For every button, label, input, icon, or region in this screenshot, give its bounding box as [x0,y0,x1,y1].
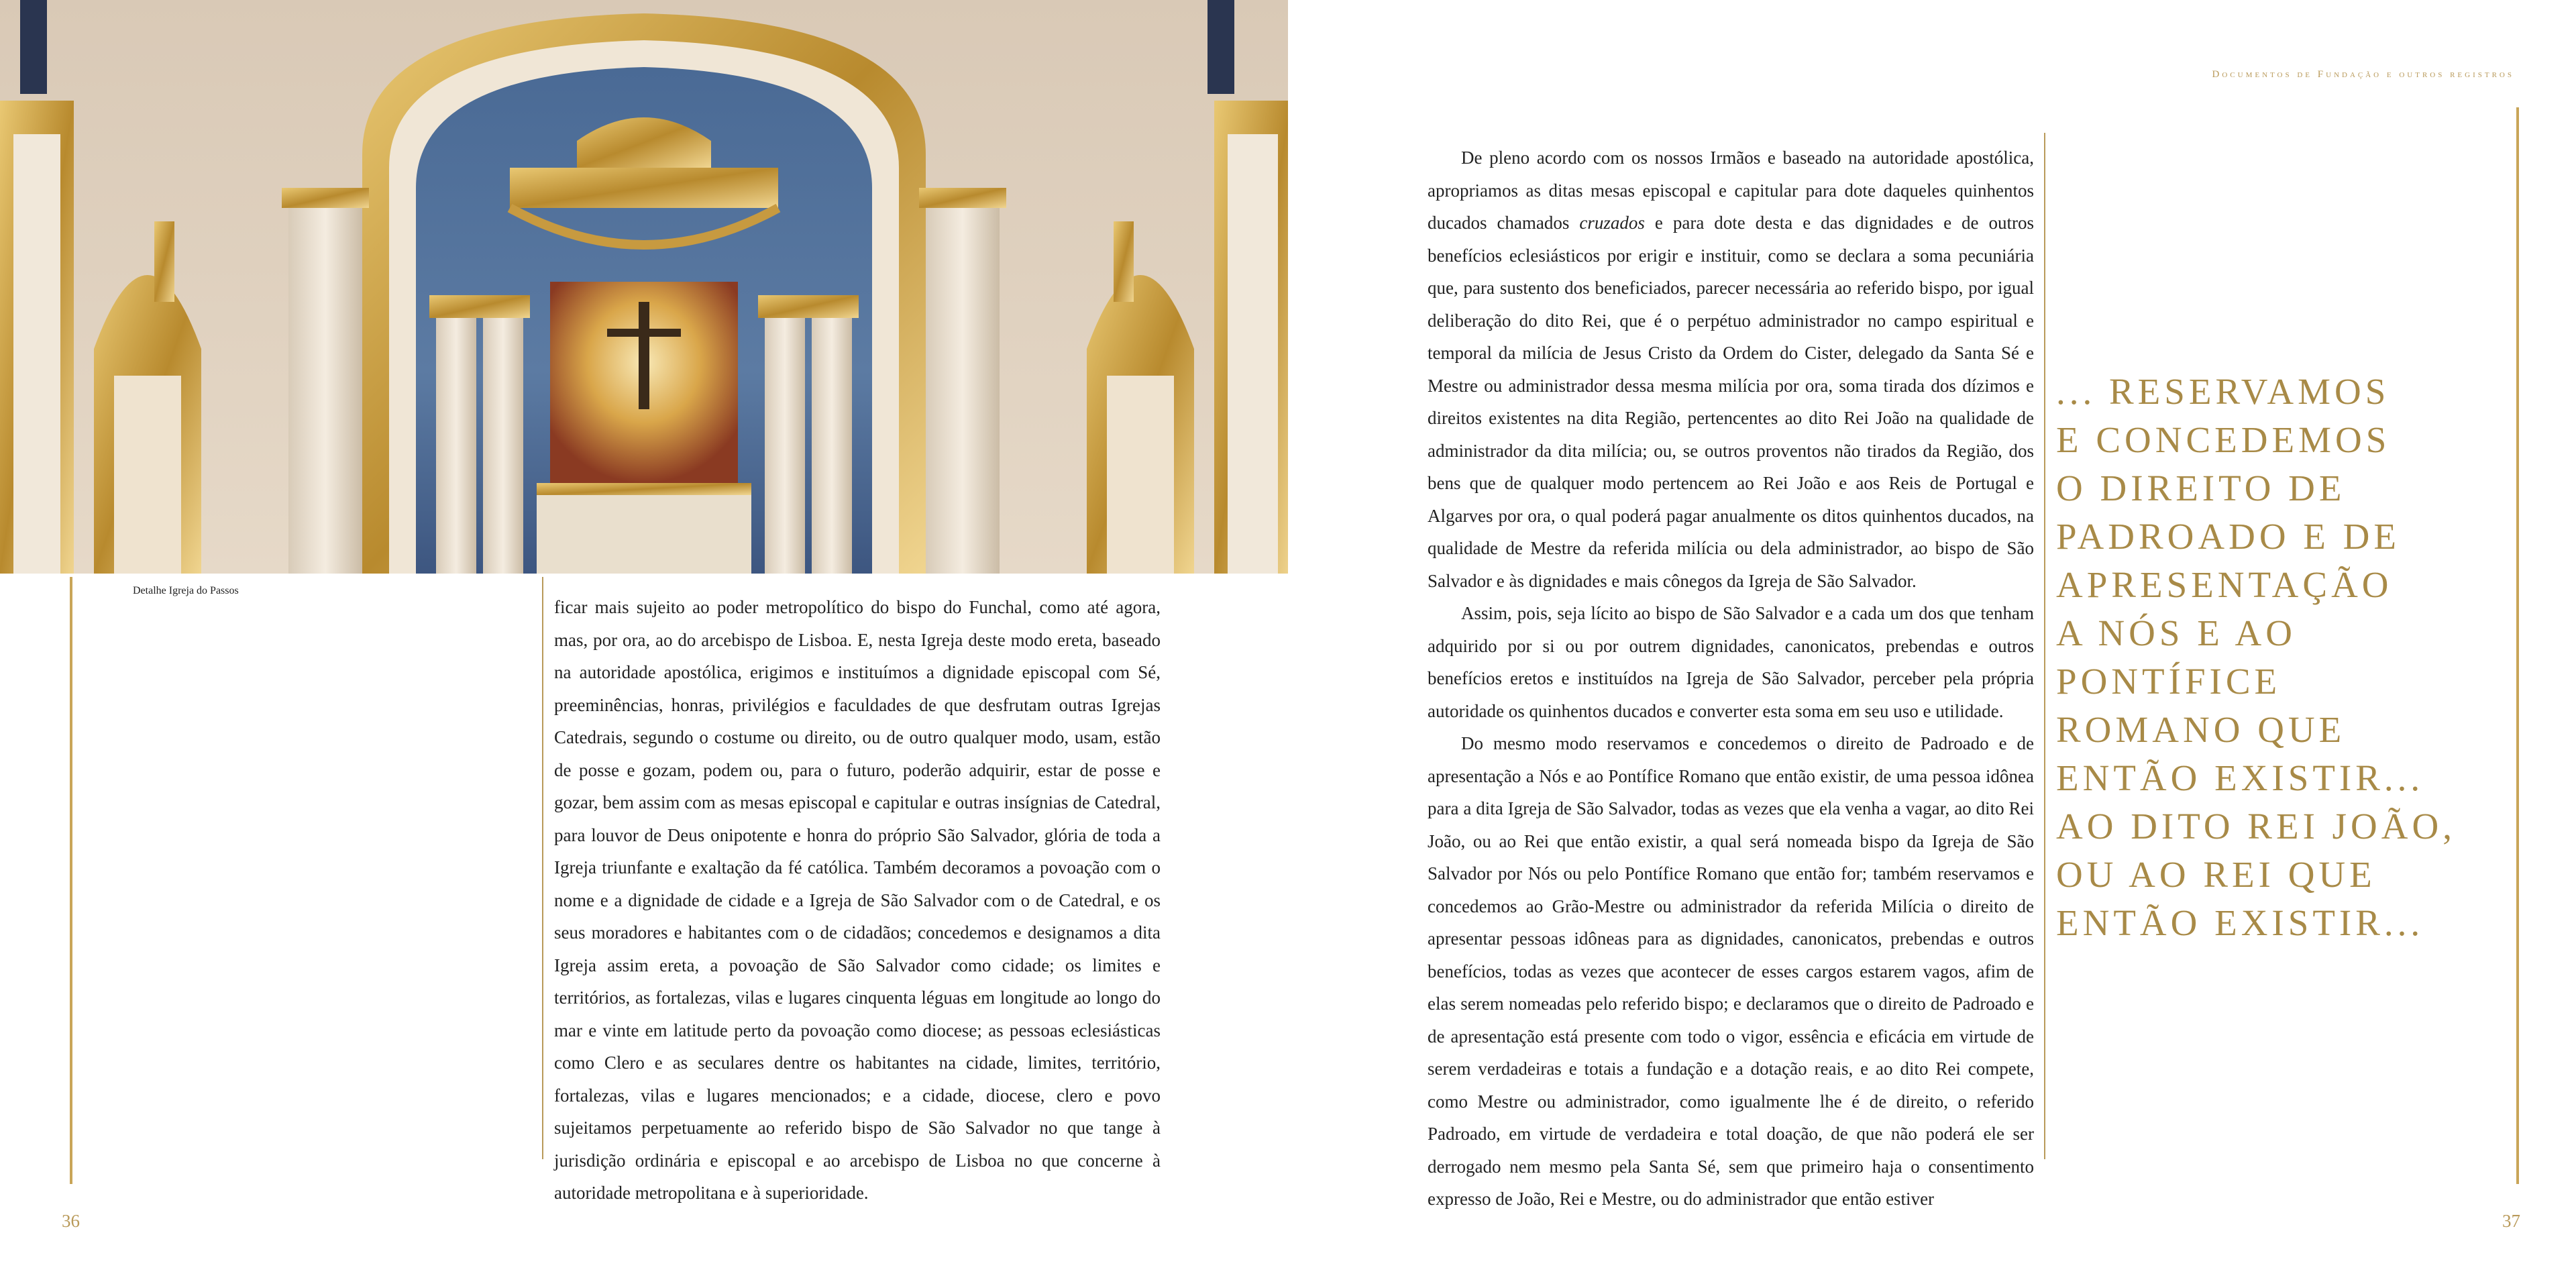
photo-caption: Detalhe Igreja do Passos [133,585,239,596]
left-body-text [554,591,1161,1210]
pull-quote-line: AO DITO REI JOÃO, [2056,806,2456,847]
italic-term: cruzados [1579,213,1645,233]
paragraph: Do mesmo modo reservamos e concedemos o direito de Padroado e de apresentação a Nós e ao Pontífice Romano que então existir, de uma pessoa idônea para a dita Igreja de São Salvador, todas as vezes que ela venha a vagar, ao dito Rei João, ou ao Rei que então existir, a qual será nomeada bispo da Igreja de São Salvador por Nós ou pelo Pontífice Romano que então for; também reservamos e concedemos ao Grão-Mestre ou administrador da referida Milícia o direito de apresentar pessoas idôneas para as dignidades, canonicatos, prebendas e outros benefícios, todas as vezes que acontecer de esses cargos estarem vagos, afim de elas serem nomeadas pelo referido bispo; e declaramos que o direito de Padroado e de apresentação está presente com todo o vigor, essência e eficácia em virtude de serem verdadeiras e totais a fundação e a dotação reais, e ao dito Rei compete, como Mestre ou administrador, como igualmente lhe é de direito, o referido Padroado, em virtude de verdadeira e total doação, de que não poderá ele ser derrogado nem mesmo pela Santa Sé, sem que primeiro haja o consentimento expresso de João, Rei e Mestre, ou do administrador que então estiver [1428,733,2034,1209]
pull-quote-line: PONTÍFICE [2056,661,2282,702]
left-column-rule [542,577,543,1159]
paragraph-text: e para dote desta e das dignidades e de outros benefícios eclesiásticos por erigir e instituir, como se declara a soma pecuniária que, para sustento dos beneficiados, parecer necessária ao referido bispo, por igual deliberação do dito Rei, que é o perpétuo administrador no campo espiritual e temporal da milícia de Jesus Cristo da Ordem do Cister, delegado da Santa Sé e Mestre ou administrador dessa mesma milícia por ora, soma tirada dos dízimos e direitos existentes na dita Região, pertencentes ao dito Rei João na qualidade de administrador da dita milícia; ou, se outros proventos não tirados da Região, dos bens que de qualquer modo pertencem ao Rei João e aos Reis de Portugal e Algarves por ora, o qual poderá pagar anualmente os ditos quinhentos ducados, na qualidade de Mestre da referida milícia ou dela administrador, ao bispo de São Salvador e às dignidades e mais cônegos da Igreja de São Salvador. [1428,213,2034,591]
right-column-rule [2044,133,2045,1159]
pull-quote-line: ENTÃO EXISTIR... [2056,902,2424,943]
pull-quote-line: E CONCEDEMOS [2056,419,2391,460]
paragraph: Assim, pois, seja lícito ao bispo de São Salvador e a cada um dos que tenham adquirido por si ou por outrem dignidades, canonicatos, prebendas e outros benefícios eretos e instituídos na Igreja de São Salvador, perceber pela própria autoridade os quinhentos ducados e converter esta soma em seu uso e utilidade. [1428,603,2034,721]
pull-quote-line: OU AO REI QUE [2056,854,2376,895]
page-number-right: 37 [2502,1211,2520,1231]
pull-quote-line: PADROADO E DE [2056,516,2400,557]
pull-quote-line: ... RESERVAMOS [2056,371,2390,412]
pull-quote-line: ENTÃO EXISTIR... [2056,757,2424,798]
altar-photo [0,0,1291,574]
running-head: Documentos de Fundação e outros registros [2212,69,2514,80]
paragraph-text: De pleno acordo com os nossos Irmãos e baseado na autoridade apostólica, apropriamos as ditas mesas episcopal e capitular para dote daqueles quinhentos ducados chamados [1428,148,2034,233]
pull-quote-line: O DIREITO DE [2056,468,2346,508]
pull-quote-line: A NÓS E AO [2056,612,2296,653]
pull-quote [2056,368,2553,947]
paragraph: ficar mais sujeito ao poder metropolítico do bispo do Funchal, como até agora, mas, por ora, ao do arcebispo de Lisboa. E, nesta Igreja deste modo ereta, baseado na autoridade apostólica, erigimos e instituímos a dignidade episcopal com Sé, preeminências, honras, privilégios e faculdades de que desfrutam outras Igrejas Catedrais, segundo o costume ou direito, ou de outro qualquer modo, usam, estão de posse e gozam, podem ou, para o futuro, poderão adquirir, estar de posse e gozar, bem assim com as mesas episcopal e capitular e outras insígnias de Catedral, para louvor de Deus onipotente e honra do próprio São Salvador, glória de toda a Igreja triunfante e exaltação da fé católica. Também decoramos a povoação com o nome e a dignidade de cidade e a Igreja de São Salvador com o de Catedral, e os seus moradores e habitantes com o de cidadãos; concedemos e designamos a dita Igreja assim ereta, a povoação de São Salvador como cidade; os limites e territórios, as fortalezas, vilas e lugares cinquenta léguas em longitude ao longo do mar e vinte em latitude perto da povoação como diocese; as pessoas eclesiásticas como Clero e as seculares dentre os habitantes na cidade, limites, território, fortalezas, vilas e lugares mencionados; e a cidade, diocese, clero e povo sujeitamos perpetuamente ao referido bispo de São Salvador no que tange à jurisdição ordinária e episcopal e ao arcebispo de Lisboa no que concerne à autoridade metropolitana e à superioridade. [554,597,1161,1203]
page-number-left: 36 [62,1211,80,1231]
pull-quote-line: ROMANO QUE [2056,709,2346,750]
paragraph [1428,142,2034,597]
left-margin-rule [70,577,72,1184]
right-body-text [1428,142,2034,1216]
pull-quote-line: APRESENTAÇÃO [2056,564,2393,605]
